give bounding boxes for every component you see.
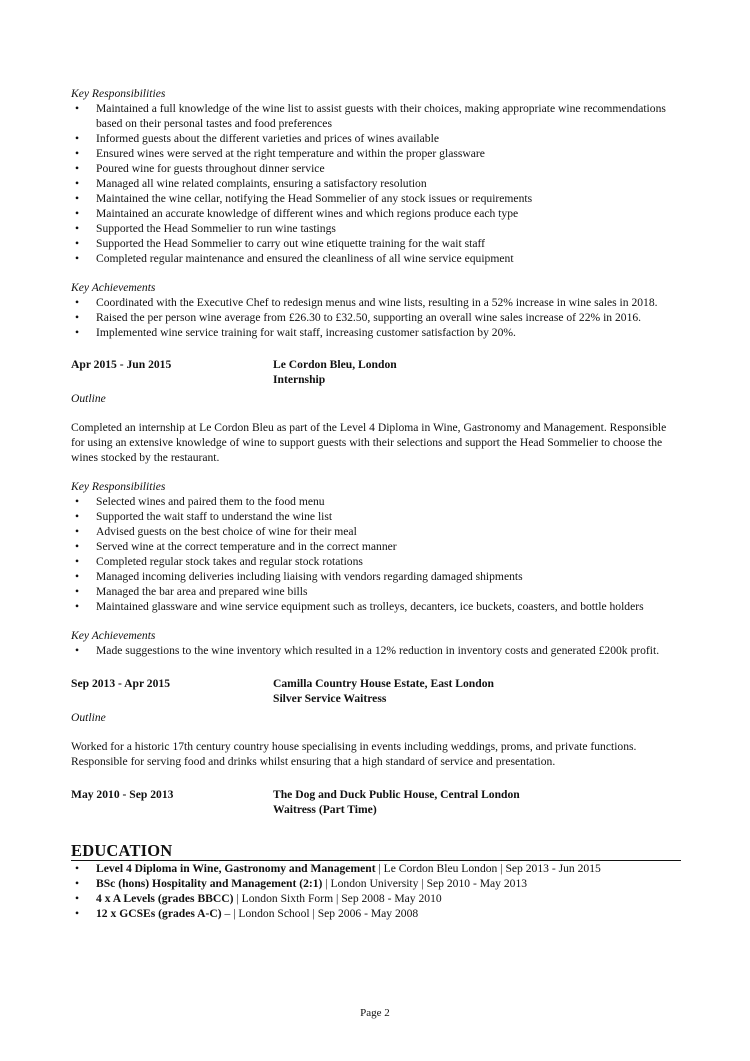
qualification: 4 x A Levels (grades BBCC) [96,892,234,905]
education-list [71,861,681,921]
list-item: • Maintained an accurate knowledge of different wines and which regions produce each type [71,206,681,221]
job-dates: Sep 2013 - Apr 2015 [71,677,170,690]
list-item: • Completed regular maintenance and ensured the cleanliness of all wine service equipment [71,251,681,266]
list-item: • Maintained the wine cellar, notifying the Head Sommelier of any stock issues or requirements [71,191,681,206]
job-header [71,787,681,817]
list-item: • Managed all wine related complaints, ensuring a satisfactory resolution [71,176,681,191]
job-role: Internship [273,373,326,386]
list-item [71,891,681,906]
list-item: • Maintained glassware and wine service equipment such as trolleys, decanters, ice buckets, coasters, and bottle holders [71,599,681,614]
page-number: Page 2 [360,1007,390,1019]
job-employer: Le Cordon Bleu, London [273,358,397,371]
list-item: • Raised the per person wine average from £26.30 to £32.50, supporting an overall wine sales increase of 22% in 2016. [71,310,681,325]
key-achievements-heading: Key Achievements [71,281,156,294]
outline-heading: Outline [71,711,106,724]
education-section-title: EDUCATION [71,843,681,861]
outline-text: Worked for a historic 17th century country house specialising in events including weddings, proms, and private functions. Responsible for serving food and drinks whilst ensuring that a high standard of service and presentation. [71,740,637,768]
list-item: • Advised guests on the best choice of wine for their meal [71,524,681,539]
achievements-list [71,643,681,658]
qualification: BSc (hons) Hospitality and Management (2:1) [96,877,323,890]
key-responsibilities-heading: Key Responsibilities [71,480,166,493]
job-role: Silver Service Waitress [273,692,387,705]
qualification-details: – | London School | Sep 2006 - May 2008 [221,907,419,920]
list-item: • Implemented wine service training for wait staff, increasing customer satisfaction by 20%. [71,325,681,340]
responsibilities-list [71,101,681,266]
list-item: • Supported the Head Sommelier to carry out wine etiquette training for the wait staff [71,236,681,251]
achievements-list [71,295,681,340]
qualification-details: | London University | Sep 2010 - May 2013 [322,877,528,890]
key-responsibilities-heading: Key Responsibilities [71,87,166,100]
list-item: • Managed incoming deliveries including liaising with vendors regarding damaged shipments [71,569,681,584]
job-employer: The Dog and Duck Public House, Central London [273,788,520,801]
list-item: • Coordinated with the Executive Chef to redesign menus and wine lists, resulting in a 52% increase in wine sales in 2018. [71,295,681,310]
list-item: • Informed guests about the different varieties and prices of wines available [71,131,681,146]
job-employer: Camilla Country House Estate, East London [273,677,494,690]
outline-text: Completed an internship at Le Cordon Bleu as part of the Level 4 Diploma in Wine, Gastronomy and Management. Responsible for using an extensive knowledge of wine to support guests with their selections and support the Head Sommelier to choose the wines stocked by the restaurant. [71,421,667,464]
key-achievements-heading: Key Achievements [71,629,156,642]
qualification-details: | Le Cordon Bleu London | Sep 2013 - Jun 2015 [375,862,601,875]
job-header [71,357,681,387]
list-item: • Supported the wait staff to understand the wine list [71,509,681,524]
list-item: • Supported the Head Sommelier to run wine tastings [71,221,681,236]
job-dates: Apr 2015 - Jun 2015 [71,358,172,371]
job-role: Waitress (Part Time) [273,803,377,816]
list-item: • Completed regular stock takes and regular stock rotations [71,554,681,569]
job-header [71,676,681,706]
list-item [71,861,681,876]
list-item: • Made suggestions to the wine inventory which resulted in a 12% reduction in inventory costs and generated £200k profit. [71,643,681,658]
qualification: 12 x GCSEs (grades A-C) [96,907,222,920]
resume-page [71,86,681,921]
qualification: Level 4 Diploma in Wine, Gastronomy and Management [96,862,376,875]
list-item: • Served wine at the correct temperature and in the correct manner [71,539,681,554]
list-item [71,876,681,891]
list-item: • Poured wine for guests throughout dinner service [71,161,681,176]
list-item: • Selected wines and paired them to the food menu [71,494,681,509]
list-item: • Maintained a full knowledge of the wine list to assist guests with their choices, making appropriate wine recommendations based on their personal tastes and food preferences [71,101,681,131]
list-item: • Ensured wines were served at the right temperature and within the proper glassware [71,146,681,161]
list-item: • Managed the bar area and prepared wine bills [71,584,681,599]
outline-heading: Outline [71,392,106,405]
qualification-details: | London Sixth Form | Sep 2008 - May 2010 [233,892,442,905]
list-item [71,906,681,921]
responsibilities-list [71,494,681,614]
job-dates: May 2010 - Sep 2013 [71,788,174,801]
